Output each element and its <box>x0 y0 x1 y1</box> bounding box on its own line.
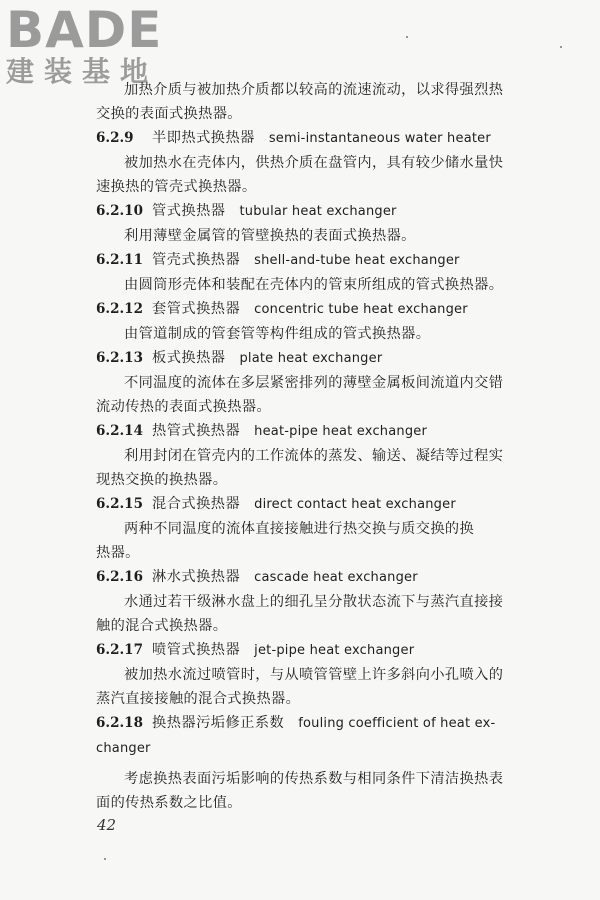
entry-definition-line-2: 速换热的管壳式换热器。 <box>96 179 257 195</box>
entry-definition-line-2: 触的混合式换热器。 <box>96 618 228 634</box>
entry-number: 6.2.15 <box>96 496 143 512</box>
entry-definition-line-2: 蒸汽直接接触的混合式换热器。 <box>96 691 301 707</box>
entry-term-en: tubular heat exchanger <box>239 204 397 219</box>
entry-term-zh: 换热器污垢修正系数 <box>152 715 285 731</box>
entry-heading <box>96 297 526 322</box>
entry-heading <box>96 492 526 517</box>
entry-term-en: heat-pipe heat exchanger <box>254 424 428 439</box>
entry-heading <box>96 565 526 590</box>
entry-number: 6.2.11 <box>96 252 143 268</box>
entry-definition-line-1: 考虑换热表面污垢影响的传热系数与相同条件下清洁换热表 <box>124 771 504 787</box>
entry-number: 6.2.17 <box>96 642 143 658</box>
entry-6-2-15 <box>96 492 526 565</box>
entry-6-2-16 <box>96 565 526 638</box>
entry-term-en-continued: changer <box>96 741 151 756</box>
entry-6-2-17 <box>96 638 526 711</box>
entry-definition-line-1: 由管道制成的管套管等构件组成的管式换热器。 <box>124 326 431 342</box>
entry-definition-line-2: 面的传热系数之比值。 <box>96 795 242 811</box>
entry-term-en: cascade heat exchanger <box>254 570 418 585</box>
entry-term-zh: 喷管式换热器 <box>152 642 241 658</box>
entry-number: 6.2.13 <box>96 350 143 366</box>
entry-heading <box>96 346 526 371</box>
entry-term-en: shell-and-tube heat exchanger <box>254 253 460 268</box>
entry-definition-line-2: 现热交换的换热器。 <box>96 472 228 488</box>
entry-term-zh: 淋水式换热器 <box>152 569 241 585</box>
entry-number: 6.2.16 <box>96 569 143 585</box>
content-body <box>96 78 526 815</box>
entry-definition-line-1: 被加热水在壳体内，供热介质在盘管内，具有较少储水量快 <box>124 155 504 171</box>
intro-line-2: 交换的表面式换热器。 <box>96 106 242 122</box>
entry-heading <box>96 126 526 151</box>
entry-heading <box>96 419 526 444</box>
entry-number: 6.2.9 <box>96 130 134 146</box>
entry-definition-line-1: 利用封闭在管壳内的工作流体的蒸发、输送、凝结等过程实 <box>124 448 504 464</box>
entry-term-zh: 混合式换热器 <box>152 496 241 512</box>
entry-number: 6.2.10 <box>96 203 143 219</box>
speck-mark <box>560 46 562 48</box>
entry-number: 6.2.18 <box>96 715 143 731</box>
entry-6-2-11 <box>96 248 526 297</box>
entry-term-zh: 热管式换热器 <box>152 423 241 439</box>
logo-brand-text: BADE <box>6 1 163 59</box>
entry-term-zh: 板式换热器 <box>152 350 226 366</box>
entry-heading <box>96 199 526 224</box>
intro-line-1: 加热介质与被加热介质都以较高的流速流动，以求得强烈热 <box>124 82 504 98</box>
entry-term-zh: 管壳式换热器 <box>152 252 241 268</box>
entry-term-en: plate heat exchanger <box>239 351 383 366</box>
entry-heading <box>96 638 526 663</box>
entry-definition-line-2: 热器。 <box>96 545 140 561</box>
entry-term-en: direct contact heat exchanger <box>254 497 456 512</box>
page-number: 42 <box>97 816 117 834</box>
speck-mark <box>104 858 106 860</box>
entry-term-zh: 半即热式换热器 <box>152 130 255 146</box>
entry-6-2-12 <box>96 297 526 346</box>
entry-definition-line-1: 两种不同温度的流体直接接触进行热交换与质交换的换 <box>124 521 475 537</box>
entry-term-en: concentric tube heat exchanger <box>254 302 468 317</box>
entry-definition-line-1: 被加热水流过喷管时，与从喷管管壁上许多斜向小孔喷入的 <box>124 667 504 683</box>
entry-definition-line-1: 水通过若干级淋水盘上的细孔呈分散状态流下与蒸汽直接接 <box>124 594 504 610</box>
entry-definition-line-2: 流动传热的表面式换热器。 <box>96 399 272 415</box>
entry-6-2-13 <box>96 346 526 419</box>
entry-term-en: semi-instantaneous water heater <box>268 131 491 146</box>
entry-definition-line-1: 不同温度的流体在多层紧密排列的薄壁金属板间流道内交错 <box>124 375 504 391</box>
speck-mark <box>406 36 408 38</box>
entry-heading-continued <box>96 736 526 761</box>
entry-definition-line-1: 利用薄壁金属管的管壁换热的表面式换热器。 <box>124 228 416 244</box>
entry-6-2-10 <box>96 199 526 248</box>
entry-6-2-14 <box>96 419 526 492</box>
entry-term-en: jet-pipe heat exchanger <box>254 643 415 658</box>
entry-number: 6.2.12 <box>96 301 143 317</box>
watermark-logo <box>6 1 176 88</box>
entry-number: 6.2.14 <box>96 423 143 439</box>
entry-6-2-9 <box>96 126 526 199</box>
entry-term-zh: 管式换热器 <box>152 203 226 219</box>
entries-list <box>96 126 526 711</box>
logo-sub-text: 建装基地 <box>6 55 159 88</box>
entry-term-en: fouling coefficient of heat ex- <box>298 716 496 731</box>
entry-definition-line-1: 由圆筒形壳体和装配在壳体内的管束所组成的管式换热器。 <box>124 277 504 293</box>
entry-heading <box>96 711 526 736</box>
entry-6-2-18 <box>96 711 526 815</box>
entry-heading <box>96 248 526 273</box>
entry-term-zh: 套管式换热器 <box>152 301 241 317</box>
